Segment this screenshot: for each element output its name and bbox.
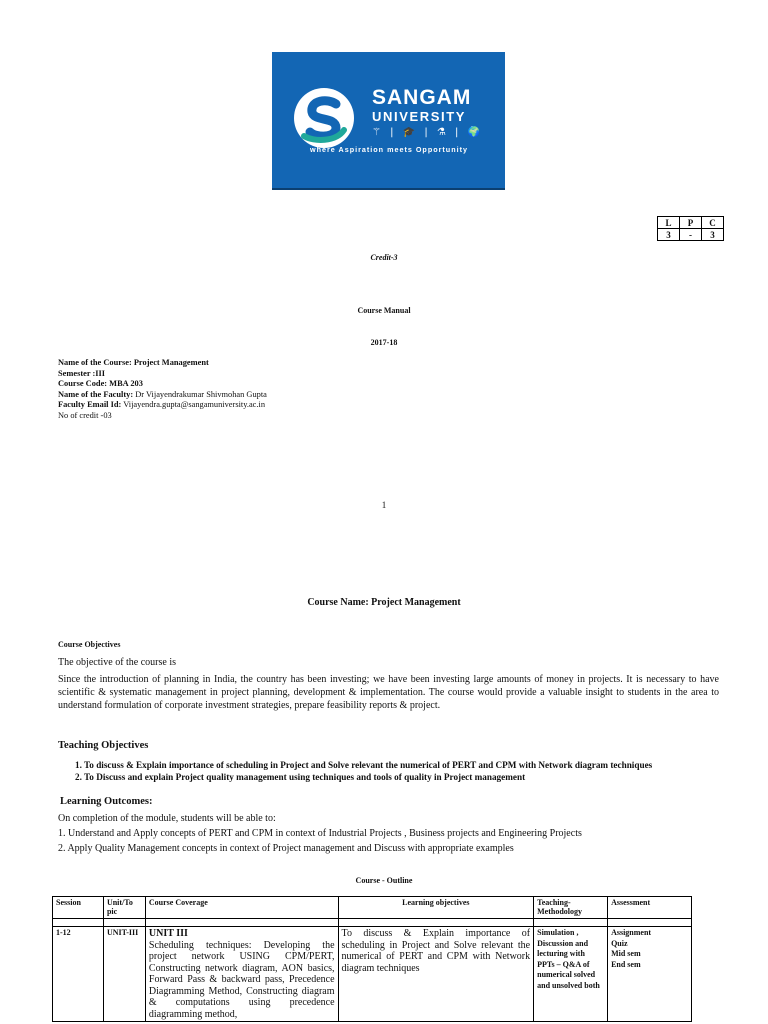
lpc-header-p: P (680, 217, 702, 229)
header-session: Session (53, 897, 104, 919)
lpc-table (657, 216, 724, 241)
logo-sub: UNIVERSITY (372, 109, 467, 124)
coverage-title: UNIT III (148, 928, 188, 939)
assessment-item: Mid sem (611, 949, 641, 958)
manual-title: Course Manual (357, 306, 411, 315)
coverage-text: Scheduling techniques: Developing the project network USING CPM/PERT, Constructing network diagram, AON basics, Forward Pass & backward pass, Precedence Diagramming Method, Constructing diagram & computations using precedence diagramming method, (148, 939, 335, 1020)
info-credits: No of credit -03 (58, 410, 112, 420)
learning-line: 1. Understand and Apply concepts of PERT and CPM in context of Industrial Projects , Business projects and Engineering Projects (58, 828, 582, 839)
header-objectives: Learning objectives (338, 897, 534, 919)
assessment-item: Quiz (611, 938, 628, 948)
logo-tagline: where Aspiration meets Opportunity (310, 145, 468, 154)
cell-coverage (145, 927, 338, 1022)
learning-outcomes (58, 811, 582, 856)
table-row (53, 927, 692, 1022)
course-outline-table (52, 896, 692, 1022)
lpc-header-c: C (702, 217, 724, 229)
academic-year: 2017-18 (370, 338, 398, 347)
lpc-value-c: 3 (702, 229, 724, 241)
header-assessment: Assessment (608, 897, 692, 919)
lpc-value-p: - (680, 229, 702, 241)
s-logo-icon (292, 86, 356, 150)
logo-icons: ⚚ | 🎓 | ⚗ | 🌍 (372, 127, 484, 138)
cell-objectives: To discuss & Explain importance of scheduling in Project and Solve relevant the numerical of PERT and CPM with Network diagram techniques (338, 927, 534, 1022)
info-course-code: Course Code: MBA 203 (58, 379, 143, 388)
lpc-header-l: L (658, 217, 680, 229)
course-name-heading: Course Name: Project Management (307, 597, 461, 608)
teaching-heading: Teaching Objectives (58, 740, 149, 751)
assessment-item: End sem (611, 959, 641, 969)
course-info (58, 358, 267, 421)
logo-name: SANGAM (372, 86, 472, 109)
lpc-value-l: 3 (658, 229, 680, 241)
info-email: Faculty Email Id: Vijayendra.gupta@sangamuniversity.ac.in (58, 400, 266, 409)
cell-session: 1-12 (53, 927, 104, 1022)
cell-methodology: Simulation , Discussion and lecturing with PPTs – Q&A of numerical solved and unsolved both (534, 927, 608, 1022)
info-faculty: Name of the Faculty: Dr Vijayendrakumar Shivmohan Gupta (58, 389, 267, 399)
learning-line: On completion of the module, students will be able to: (58, 813, 276, 824)
objectives-paragraph: Since the introduction of planning in India, the country has been investing; we have been investing large amounts of money in projects. It is necessary to have scientific & systematic management in project planning, development & implementation. The course would provide a valuable insight to students in the area to understand formulation of corporate investment strategies, prepare feasibility reports & project. (58, 674, 719, 711)
objectives-heading: Course Objectives (58, 640, 121, 649)
teaching-item: 1. To discuss & Explain importance of scheduling in Project and Solve relevant the numerical of PERT and CPM with Network diagram techniques (75, 760, 653, 770)
header-coverage: Course Coverage (145, 897, 338, 919)
university-logo (272, 52, 505, 190)
objectives-intro: The objective of the course is (58, 657, 177, 668)
outline-title: Course - Outline (355, 876, 413, 885)
learning-heading: Learning Outcomes: (60, 796, 153, 807)
cell-assessment (608, 927, 692, 1022)
info-semester: Semester :III (58, 368, 106, 378)
header-methodology: Teaching-Methodology (534, 897, 608, 919)
page-number: 1 (381, 500, 387, 510)
credit-label: Credit-3 (370, 253, 398, 262)
teaching-item: 2. To Discuss and explain Project quality management using techniques and tools of quality in Project management (75, 772, 526, 782)
cell-unit: UNIT-III (103, 927, 145, 1022)
header-unit: Unit/To pic (103, 897, 145, 919)
assessment-item: Assignment (611, 928, 652, 937)
learning-line: 2. Apply Quality Management concepts in context of Project management and Discuss with appropriate examples (58, 843, 514, 854)
teaching-list (75, 759, 652, 783)
info-course-name: Name of the Course: Project Management (58, 358, 209, 367)
